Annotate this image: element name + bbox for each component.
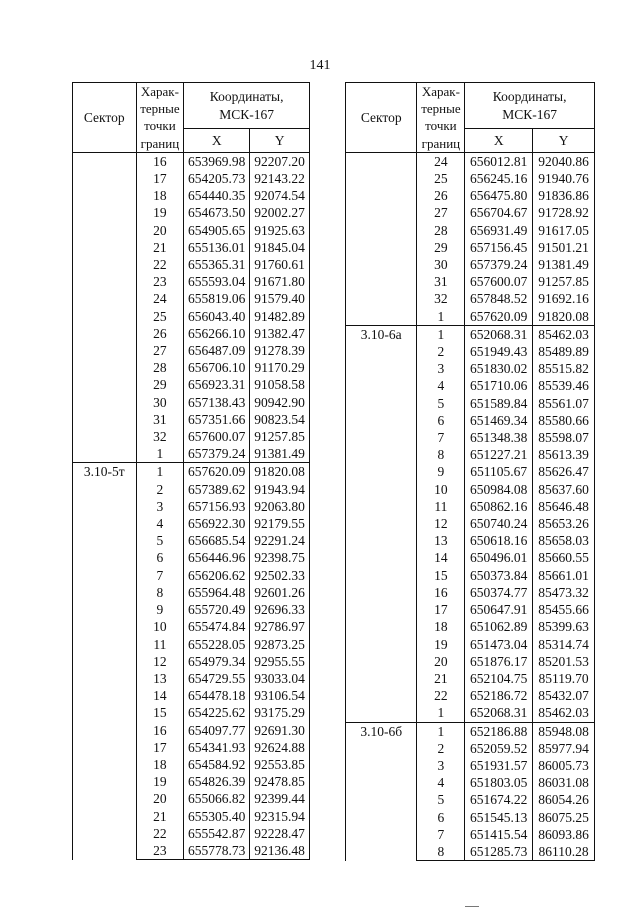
point-cell: 22 — [136, 256, 184, 273]
y-coordinate-cell: 91845.04 — [250, 239, 310, 256]
point-cell: 24 — [136, 290, 184, 307]
point-cell: 30 — [136, 394, 184, 411]
point-cell: 15 — [417, 567, 465, 584]
point-cell: 32 — [136, 428, 184, 445]
page-number: 141 — [309, 58, 331, 73]
point-cell: 23 — [136, 273, 184, 290]
point-cell: 14 — [417, 549, 465, 566]
y-coordinate-cell: 85626.47 — [533, 463, 595, 480]
x-coordinate-cell: 656266.10 — [184, 325, 250, 342]
x-coordinate-cell: 656685.54 — [184, 532, 250, 549]
point-cell: 19 — [417, 636, 465, 653]
x-coordinate-cell: 657620.09 — [184, 463, 250, 481]
x-coordinate-cell: 650862.16 — [465, 498, 533, 515]
point-cell: 5 — [136, 532, 184, 549]
header-sector: Сектор — [346, 83, 417, 153]
x-coordinate-cell: 652068.31 — [465, 325, 533, 343]
point-cell: 13 — [136, 670, 184, 687]
y-coordinate-cell: 90823.54 — [250, 411, 310, 428]
header-x: X — [465, 129, 533, 153]
x-coordinate-cell: 655542.87 — [184, 825, 250, 842]
point-cell: 28 — [417, 222, 465, 239]
x-coordinate-cell: 655720.49 — [184, 601, 250, 618]
y-coordinate-cell: 92873.25 — [250, 636, 310, 653]
x-coordinate-cell: 654979.34 — [184, 653, 250, 670]
x-coordinate-cell: 657379.24 — [184, 445, 250, 463]
y-coordinate-cell: 85653.26 — [533, 515, 595, 532]
y-coordinate-cell: 91381.49 — [250, 445, 310, 463]
x-coordinate-cell: 657848.52 — [465, 290, 533, 307]
point-cell: 1 — [136, 463, 184, 481]
header-x: X — [184, 129, 250, 153]
y-coordinate-cell: 85637.60 — [533, 481, 595, 498]
point-cell: 9 — [136, 601, 184, 618]
y-coordinate-cell: 92786.97 — [250, 618, 310, 635]
x-coordinate-cell: 651473.04 — [465, 636, 533, 653]
y-coordinate-cell: 85948.08 — [533, 722, 595, 740]
y-coordinate-cell: 92063.80 — [250, 498, 310, 515]
y-coordinate-cell: 91943.94 — [250, 481, 310, 498]
x-coordinate-cell: 657389.62 — [184, 481, 250, 498]
point-cell: 27 — [136, 342, 184, 359]
y-coordinate-cell: 85646.48 — [533, 498, 595, 515]
y-coordinate-cell: 86054.26 — [533, 791, 595, 808]
y-coordinate-cell: 93033.04 — [250, 670, 310, 687]
y-coordinate-cell: 92398.75 — [250, 549, 310, 566]
y-coordinate-cell: 91940.76 — [533, 170, 595, 187]
x-coordinate-cell: 656012.81 — [465, 152, 533, 170]
x-coordinate-cell: 651876.17 — [465, 653, 533, 670]
header-y: Y — [533, 129, 595, 153]
y-coordinate-cell: 85598.07 — [533, 429, 595, 446]
y-coordinate-cell: 92002.27 — [250, 204, 310, 221]
x-coordinate-cell: 654097.77 — [184, 722, 250, 739]
x-coordinate-cell: 652059.52 — [465, 740, 533, 757]
x-coordinate-cell: 657138.43 — [184, 394, 250, 411]
x-coordinate-cell: 652068.31 — [465, 704, 533, 722]
point-cell: 19 — [136, 204, 184, 221]
point-cell: 31 — [136, 411, 184, 428]
coordinates-table-left — [72, 82, 310, 860]
point-cell: 1 — [417, 325, 465, 343]
y-coordinate-cell: 92315.94 — [250, 808, 310, 825]
point-cell: 25 — [136, 308, 184, 325]
x-coordinate-cell: 655474.84 — [184, 618, 250, 635]
x-coordinate-cell: 651545.13 — [465, 809, 533, 826]
y-coordinate-cell: 92143.22 — [250, 170, 310, 187]
x-coordinate-cell: 650373.84 — [465, 567, 533, 584]
y-coordinate-cell: 92624.88 — [250, 739, 310, 756]
point-cell: 7 — [417, 826, 465, 843]
point-cell: 18 — [136, 187, 184, 204]
x-coordinate-cell: 654905.65 — [184, 222, 250, 239]
y-coordinate-cell: 85661.01 — [533, 567, 595, 584]
y-coordinate-cell: 85580.66 — [533, 412, 595, 429]
y-coordinate-cell: 91058.58 — [250, 376, 310, 393]
point-cell: 4 — [417, 377, 465, 394]
point-cell: 18 — [417, 618, 465, 635]
point-cell: 10 — [136, 618, 184, 635]
table-row — [346, 325, 595, 343]
x-coordinate-cell: 654729.55 — [184, 670, 250, 687]
point-cell: 2 — [417, 343, 465, 360]
point-cell: 21 — [136, 239, 184, 256]
x-coordinate-cell: 650618.16 — [465, 532, 533, 549]
x-coordinate-cell: 656706.10 — [184, 359, 250, 376]
point-cell: 28 — [136, 359, 184, 376]
y-coordinate-cell: 92399.44 — [250, 790, 310, 807]
x-coordinate-cell: 651285.73 — [465, 843, 533, 861]
coordinates-table-right — [345, 82, 595, 861]
point-cell: 5 — [417, 395, 465, 412]
point-cell: 31 — [417, 273, 465, 290]
point-cell: 32 — [417, 290, 465, 307]
x-coordinate-cell: 655593.04 — [184, 273, 250, 290]
x-coordinate-cell: 655964.48 — [184, 584, 250, 601]
x-coordinate-cell: 651674.22 — [465, 791, 533, 808]
point-cell: 27 — [417, 204, 465, 221]
y-coordinate-cell: 92955.55 — [250, 653, 310, 670]
y-coordinate-cell: 90942.90 — [250, 394, 310, 411]
y-coordinate-cell: 85515.82 — [533, 360, 595, 377]
point-cell: 11 — [417, 498, 465, 515]
x-coordinate-cell: 650740.24 — [465, 515, 533, 532]
point-cell: 8 — [136, 584, 184, 601]
point-cell: 14 — [136, 687, 184, 704]
y-coordinate-cell: 92136.48 — [250, 842, 310, 860]
x-coordinate-cell: 651803.05 — [465, 774, 533, 791]
x-coordinate-cell: 656931.49 — [465, 222, 533, 239]
y-coordinate-cell: 91482.89 — [250, 308, 310, 325]
header-point — [417, 83, 465, 153]
point-cell: 24 — [417, 152, 465, 170]
x-coordinate-cell: 655778.73 — [184, 842, 250, 860]
x-coordinate-cell: 655136.01 — [184, 239, 250, 256]
y-coordinate-cell: 92291.24 — [250, 532, 310, 549]
sector-cell: 3.10-5т — [73, 463, 137, 860]
y-coordinate-cell: 91381.49 — [533, 256, 595, 273]
y-coordinate-cell: 86075.25 — [533, 809, 595, 826]
point-cell: 3 — [136, 498, 184, 515]
x-coordinate-cell: 651830.02 — [465, 360, 533, 377]
x-coordinate-cell: 652186.72 — [465, 687, 533, 704]
x-coordinate-cell: 657600.07 — [465, 273, 533, 290]
x-coordinate-cell: 656475.80 — [465, 187, 533, 204]
y-coordinate-cell: 91278.39 — [250, 342, 310, 359]
header-coords-line: Координаты, — [492, 89, 567, 105]
x-coordinate-cell: 656043.40 — [184, 308, 250, 325]
point-cell: 2 — [417, 740, 465, 757]
y-coordinate-cell: 85473.32 — [533, 584, 595, 601]
point-cell: 21 — [417, 670, 465, 687]
header-point-line: Харак- — [421, 84, 460, 99]
x-coordinate-cell: 652104.75 — [465, 670, 533, 687]
x-coordinate-cell: 655066.82 — [184, 790, 250, 807]
y-coordinate-cell: 85462.03 — [533, 704, 595, 722]
x-coordinate-cell: 654673.50 — [184, 204, 250, 221]
y-coordinate-cell: 85119.70 — [533, 670, 595, 687]
point-cell: 6 — [417, 412, 465, 429]
x-coordinate-cell: 651949.43 — [465, 343, 533, 360]
y-coordinate-cell: 92228.47 — [250, 825, 310, 842]
x-coordinate-cell: 656704.67 — [465, 204, 533, 221]
point-cell: 29 — [417, 239, 465, 256]
x-coordinate-cell: 654826.39 — [184, 773, 250, 790]
y-coordinate-cell: 85561.07 — [533, 395, 595, 412]
x-coordinate-cell: 654205.73 — [184, 170, 250, 187]
x-coordinate-cell: 657620.09 — [465, 308, 533, 326]
point-cell: 4 — [417, 774, 465, 791]
x-coordinate-cell: 654584.92 — [184, 756, 250, 773]
y-coordinate-cell: 86093.86 — [533, 826, 595, 843]
point-cell: 22 — [417, 687, 465, 704]
x-coordinate-cell: 651415.54 — [465, 826, 533, 843]
header-point-line: точки — [425, 118, 457, 134]
y-coordinate-cell: 85462.03 — [533, 325, 595, 343]
x-coordinate-cell: 650496.01 — [465, 549, 533, 566]
x-coordinate-cell: 652186.88 — [465, 722, 533, 740]
y-coordinate-cell: 92207.20 — [250, 152, 310, 170]
x-coordinate-cell: 656446.96 — [184, 549, 250, 566]
point-cell: 8 — [417, 843, 465, 861]
y-coordinate-cell: 92040.86 — [533, 152, 595, 170]
y-coordinate-cell: 91501.21 — [533, 239, 595, 256]
point-cell: 17 — [417, 601, 465, 618]
header-point-line: терные — [140, 101, 180, 117]
point-cell: 2 — [136, 481, 184, 498]
x-coordinate-cell: 651710.06 — [465, 377, 533, 394]
point-cell: 16 — [136, 722, 184, 739]
point-cell: 25 — [417, 170, 465, 187]
point-cell: 8 — [417, 446, 465, 463]
x-coordinate-cell: 657156.93 — [184, 498, 250, 515]
point-cell: 26 — [417, 187, 465, 204]
y-coordinate-cell: 85613.39 — [533, 446, 595, 463]
x-coordinate-cell: 651227.21 — [465, 446, 533, 463]
point-cell: 1 — [417, 722, 465, 740]
y-coordinate-cell: 92478.85 — [250, 773, 310, 790]
table-row — [73, 463, 310, 481]
x-coordinate-cell: 653969.98 — [184, 152, 250, 170]
header-coords-line: МСК-167 — [219, 106, 275, 122]
sector-cell — [346, 152, 417, 325]
table-row — [346, 722, 595, 740]
x-coordinate-cell: 656923.31 — [184, 376, 250, 393]
x-coordinate-cell: 655228.05 — [184, 636, 250, 653]
point-cell: 6 — [136, 549, 184, 566]
point-cell: 16 — [417, 584, 465, 601]
x-coordinate-cell: 656245.16 — [465, 170, 533, 187]
point-cell: 18 — [136, 756, 184, 773]
y-coordinate-cell: 91692.16 — [533, 290, 595, 307]
point-cell: 1 — [136, 445, 184, 463]
point-cell: 29 — [136, 376, 184, 393]
point-cell: 17 — [136, 170, 184, 187]
y-coordinate-cell: 85432.07 — [533, 687, 595, 704]
y-coordinate-cell: 85455.66 — [533, 601, 595, 618]
header-coords-line: МСК-167 — [502, 106, 558, 122]
y-coordinate-cell: 91257.85 — [533, 273, 595, 290]
x-coordinate-cell: 654341.93 — [184, 739, 250, 756]
header-coords — [465, 83, 595, 129]
x-coordinate-cell: 656922.30 — [184, 515, 250, 532]
point-cell: 6 — [417, 809, 465, 826]
y-coordinate-cell: 92553.85 — [250, 756, 310, 773]
x-coordinate-cell: 651469.34 — [465, 412, 533, 429]
y-coordinate-cell: 91925.63 — [250, 222, 310, 239]
x-coordinate-cell: 650647.91 — [465, 601, 533, 618]
x-coordinate-cell: 657156.45 — [465, 239, 533, 256]
point-cell: 12 — [136, 653, 184, 670]
x-coordinate-cell: 654225.62 — [184, 704, 250, 721]
point-cell: 7 — [417, 429, 465, 446]
point-cell: 30 — [417, 256, 465, 273]
y-coordinate-cell: 85977.94 — [533, 740, 595, 757]
y-coordinate-cell: 86031.08 — [533, 774, 595, 791]
x-coordinate-cell: 657351.66 — [184, 411, 250, 428]
y-coordinate-cell: 85658.03 — [533, 532, 595, 549]
y-coordinate-cell: 91760.61 — [250, 256, 310, 273]
y-coordinate-cell: 91382.47 — [250, 325, 310, 342]
y-coordinate-cell: 93106.54 — [250, 687, 310, 704]
x-coordinate-cell: 651348.38 — [465, 429, 533, 446]
point-cell: 17 — [136, 739, 184, 756]
x-coordinate-cell: 655305.40 — [184, 808, 250, 825]
sector-cell: 3.10-6а — [346, 325, 417, 722]
y-coordinate-cell: 91728.92 — [533, 204, 595, 221]
table-body-left — [73, 152, 310, 859]
sector-cell: 3.10-6б — [346, 722, 417, 861]
y-coordinate-cell: 91820.08 — [250, 463, 310, 481]
y-coordinate-cell: 85399.63 — [533, 618, 595, 635]
point-cell: 4 — [136, 515, 184, 532]
y-coordinate-cell: 85539.46 — [533, 377, 595, 394]
y-coordinate-cell: 91257.85 — [250, 428, 310, 445]
point-cell: 10 — [417, 481, 465, 498]
header-coords-line: Координаты, — [209, 89, 284, 105]
y-coordinate-cell: 92179.55 — [250, 515, 310, 532]
y-coordinate-cell: 85489.89 — [533, 343, 595, 360]
table-row — [346, 152, 595, 170]
header-point — [136, 83, 184, 153]
header-coords — [184, 83, 310, 129]
y-coordinate-cell: 91836.86 — [533, 187, 595, 204]
point-cell: 12 — [417, 515, 465, 532]
y-coordinate-cell: 85201.53 — [533, 653, 595, 670]
y-coordinate-cell: 92601.26 — [250, 584, 310, 601]
y-coordinate-cell: 91820.08 — [533, 308, 595, 326]
x-coordinate-cell: 651589.84 — [465, 395, 533, 412]
point-cell: 19 — [136, 773, 184, 790]
point-cell: 3 — [417, 360, 465, 377]
sector-cell — [73, 152, 137, 463]
point-cell: 13 — [417, 532, 465, 549]
y-coordinate-cell: 91671.80 — [250, 273, 310, 290]
scan-mark — [465, 906, 479, 907]
y-coordinate-cell: 92696.33 — [250, 601, 310, 618]
point-cell: 9 — [417, 463, 465, 480]
point-cell: 5 — [417, 791, 465, 808]
y-coordinate-cell: 93175.29 — [250, 704, 310, 721]
y-coordinate-cell: 86005.73 — [533, 757, 595, 774]
x-coordinate-cell: 651062.89 — [465, 618, 533, 635]
point-cell: 3 — [417, 757, 465, 774]
point-cell: 26 — [136, 325, 184, 342]
header-point-line: границ — [140, 135, 180, 151]
point-cell: 11 — [136, 636, 184, 653]
table-row — [73, 152, 310, 170]
x-coordinate-cell: 657379.24 — [465, 256, 533, 273]
x-coordinate-cell: 655819.06 — [184, 290, 250, 307]
header-point-line: Харак- — [140, 84, 179, 99]
point-cell: 23 — [136, 842, 184, 860]
x-coordinate-cell: 654440.35 — [184, 187, 250, 204]
y-coordinate-cell: 92074.54 — [250, 187, 310, 204]
y-coordinate-cell: 85660.55 — [533, 549, 595, 566]
point-cell: 7 — [136, 567, 184, 584]
point-cell: 22 — [136, 825, 184, 842]
x-coordinate-cell: 654478.18 — [184, 687, 250, 704]
header-point-line: границ — [421, 135, 461, 151]
header-sector: Сектор — [73, 83, 137, 153]
y-coordinate-cell: 92502.33 — [250, 567, 310, 584]
x-coordinate-cell: 656206.62 — [184, 567, 250, 584]
x-coordinate-cell: 651931.57 — [465, 757, 533, 774]
y-coordinate-cell: 91617.05 — [533, 222, 595, 239]
point-cell: 1 — [417, 308, 465, 326]
x-coordinate-cell: 651105.67 — [465, 463, 533, 480]
point-cell: 20 — [136, 790, 184, 807]
y-coordinate-cell: 92691.30 — [250, 722, 310, 739]
header-point-line: терные — [421, 101, 461, 117]
y-coordinate-cell: 86110.28 — [533, 843, 595, 861]
x-coordinate-cell: 656487.09 — [184, 342, 250, 359]
point-cell: 20 — [417, 653, 465, 670]
header-y: Y — [250, 129, 310, 153]
point-cell: 15 — [136, 704, 184, 721]
point-cell: 1 — [417, 704, 465, 722]
point-cell: 16 — [136, 152, 184, 170]
table-body-right — [346, 152, 595, 860]
x-coordinate-cell: 650984.08 — [465, 481, 533, 498]
point-cell: 20 — [136, 222, 184, 239]
point-cell: 21 — [136, 808, 184, 825]
y-coordinate-cell: 85314.74 — [533, 636, 595, 653]
y-coordinate-cell: 91170.29 — [250, 359, 310, 376]
x-coordinate-cell: 655365.31 — [184, 256, 250, 273]
y-coordinate-cell: 91579.40 — [250, 290, 310, 307]
header-point-line: точки — [144, 118, 176, 134]
x-coordinate-cell: 657600.07 — [184, 428, 250, 445]
x-coordinate-cell: 650374.77 — [465, 584, 533, 601]
